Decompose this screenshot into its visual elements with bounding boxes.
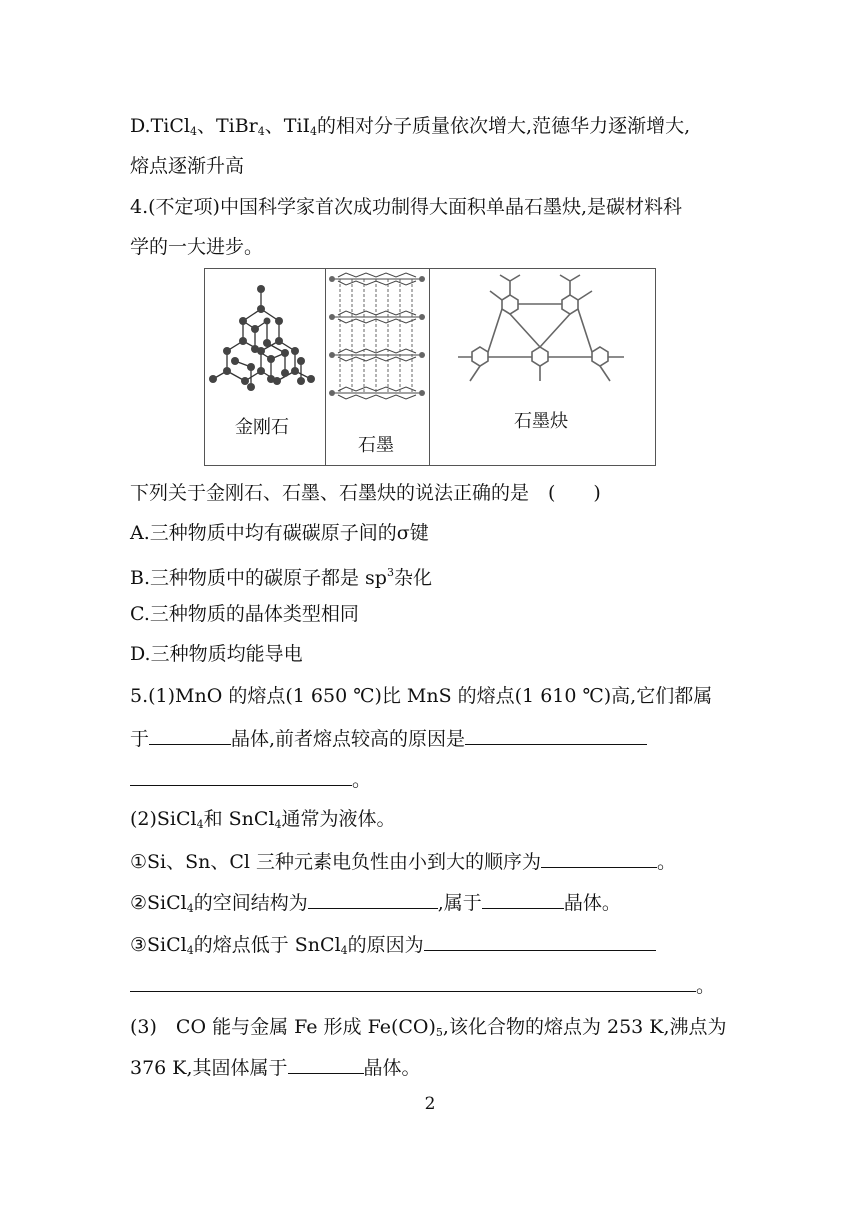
answer-blank[interactable]	[130, 973, 696, 992]
option-d-line-1: D.TiCl$_4$、TiBr$_4$、TiI$_4$的相对分子质量依次增大,范德华力逐渐增大,	[130, 115, 691, 138]
diamond-panel	[205, 269, 325, 465]
q5-part1-line-2: 于 晶体,前者熔点较高的原因是	[130, 726, 647, 751]
q5-part2-iii-line-2: 。	[130, 973, 715, 998]
answer-blank[interactable]	[149, 726, 231, 745]
q5-part3-line-2: 376 K,其固体属于 晶体。	[130, 1057, 421, 1079]
answer-blank[interactable]	[465, 726, 647, 745]
graphyne-label: 石墨炔	[514, 411, 568, 432]
q4-stem-line-2: 学的一大进步。	[130, 236, 264, 258]
graphyne-panel	[430, 269, 655, 465]
page-number: 2	[424, 1094, 436, 1114]
graphite-panel	[326, 269, 429, 465]
q4-option-b: B.三种物质中的碳原子都是 $sp^3$杂化	[130, 566, 432, 589]
q5-part2-iii-line-1: ③SiCl$_4$的熔点低于 SnCl$_4$的原因为	[130, 932, 656, 963]
answer-blank[interactable]	[130, 767, 352, 786]
q5-part1-line-3: 。	[130, 767, 371, 792]
q5-part3-line-1: (3) CO 能与金属 Fe 形成 $Fe(CO)_5$,该化合物的熔点为 253 K,沸点为	[130, 1016, 727, 1039]
answer-blank[interactable]	[482, 890, 564, 909]
q4-option-c: C.三种物质的晶体类型相同	[130, 603, 359, 625]
q5-part1-line-1: 5.(1)MnO 的熔点(1 650 ℃)比 MnS 的熔点(1 610 ℃)高,它们都属	[130, 685, 713, 707]
diamond-label: 金刚石	[235, 417, 289, 438]
graphyne-structure-image	[430, 269, 655, 399]
q5-part2-i: ①Si、Sn、Cl 三种元素电负性由小到大的顺序为 。	[130, 851, 677, 873]
graphite-structure-image	[326, 269, 429, 419]
carbon-structures-figure	[204, 268, 656, 466]
answer-blank[interactable]	[541, 849, 657, 868]
answer-blank[interactable]	[288, 1055, 364, 1074]
answer-blank[interactable]	[308, 890, 438, 909]
diamond-structure-image	[205, 269, 325, 399]
q5-part2-ii: ②SiCl$_4$的空间结构为 ,属于 晶体。	[130, 892, 621, 915]
q4-question-stem: 下列关于金刚石、石墨、石墨炔的说法正确的是 ( )	[130, 482, 601, 504]
q4-option-a: A.三种物质中均有碳碳原子间的σ键	[130, 522, 429, 544]
option-d-line-2: 熔点逐渐升高	[130, 155, 245, 177]
q4-stem-line-1: 4.(不定项)中国科学家首次成功制得大面积单晶石墨炔,是碳材料科	[130, 196, 682, 218]
answer-blank[interactable]	[424, 932, 656, 951]
graphite-label: 石墨	[358, 435, 394, 456]
q4-option-d: D.三种物质均能导电	[130, 643, 303, 665]
q5-part2-intro: (2)SiCl$_4$和 SnCl$_4$通常为液体。	[130, 808, 396, 831]
